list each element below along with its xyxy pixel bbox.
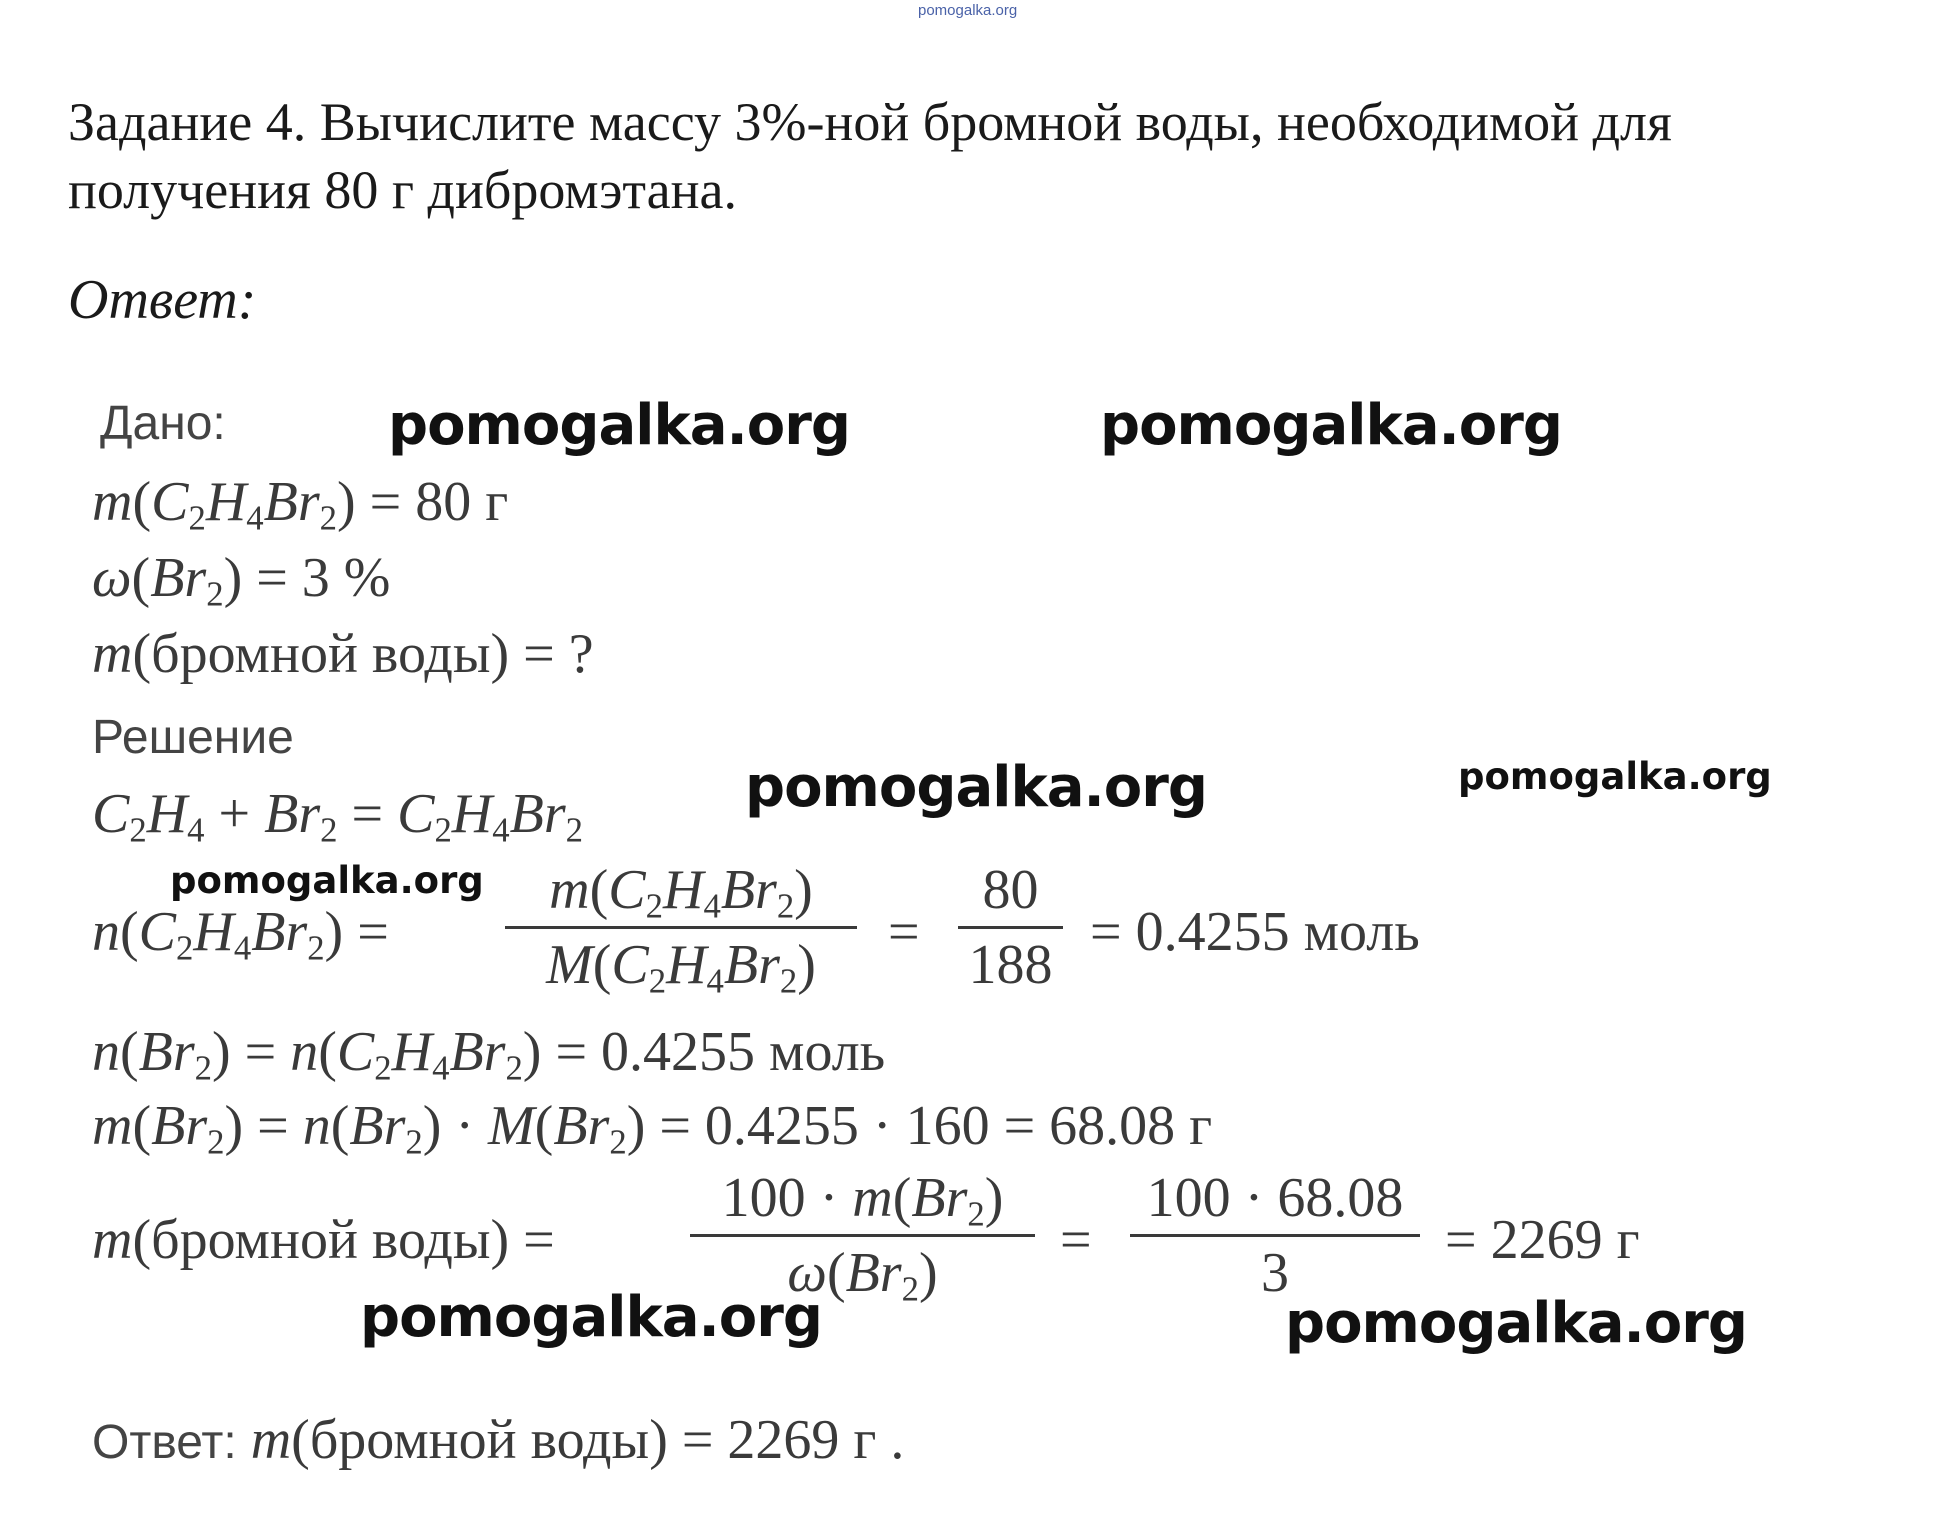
equals-sign-2: =	[1060, 1209, 1092, 1271]
given-mass-fraction-bromine: $\omega(Br_2) = 3$ %	[92, 547, 391, 614]
final-answer: Ответ: m(бромной воды) = 2269 г .	[92, 1409, 905, 1471]
watermark-top: pomogalka.org	[918, 2, 1018, 19]
watermark: pomogalka.org	[170, 859, 484, 902]
watermark: pomogalka.org	[745, 755, 1207, 820]
given-label: Дано:	[100, 397, 226, 450]
task-statement: Задание 4. Вычислите массу 3%-ной бромной воды, необходимой для получения 80 г дибромэтана.	[68, 92, 1672, 220]
answer-title: Ответ:	[68, 269, 257, 331]
bromine-water-mass-lhs: m(бромной воды) =	[92, 1209, 555, 1271]
moles-dibromoethane-result: = 0.4255 моль	[1090, 901, 1420, 963]
watermark: pomogalka.org	[1285, 1291, 1747, 1356]
solution-label: Решение	[92, 711, 294, 764]
watermark: pomogalka.org	[388, 393, 850, 458]
moles-dibromoethane-lhs: $n(C_2H_4Br_2)$ =	[92, 901, 389, 968]
reaction-equation: $C_2H_4 + Br_2 = C_2H_4Br_2$	[92, 783, 583, 850]
moles-bromine: $n(Br_2) = n(C_2H_4Br_2) = 0.4255$ моль	[92, 1021, 886, 1088]
watermark: pomogalka.org	[360, 1285, 822, 1350]
watermark: pomogalka.org	[1458, 755, 1772, 798]
moles-formula-fraction: $m(C_2H_4Br_2)$ $M(C_2H_4Br_2)$	[505, 858, 857, 997]
bromine-water-numeric-fraction: 100 · 68.08 3	[1130, 1166, 1420, 1305]
moles-numeric-fraction: 80 188	[958, 858, 1063, 997]
given-mass-dibromoethane: $m(C_2H_4Br_2) = 80$ г	[92, 471, 509, 538]
bromine-water-result: = 2269 г	[1445, 1209, 1640, 1271]
bromine-water-formula-fraction: $100 \cdot m(Br_2)$ $\omega(Br_2)$	[690, 1166, 1035, 1305]
mass-bromine: $m(Br_2) = n(Br_2) \cdot M(Br_2) = 0.4255 \cdot 160 = 68.08$ г	[92, 1095, 1213, 1162]
watermark: pomogalka.org	[1100, 393, 1562, 458]
given-bromine-water-mass: m(бромной воды) = ?	[92, 623, 594, 685]
equals-sign: =	[888, 901, 920, 963]
